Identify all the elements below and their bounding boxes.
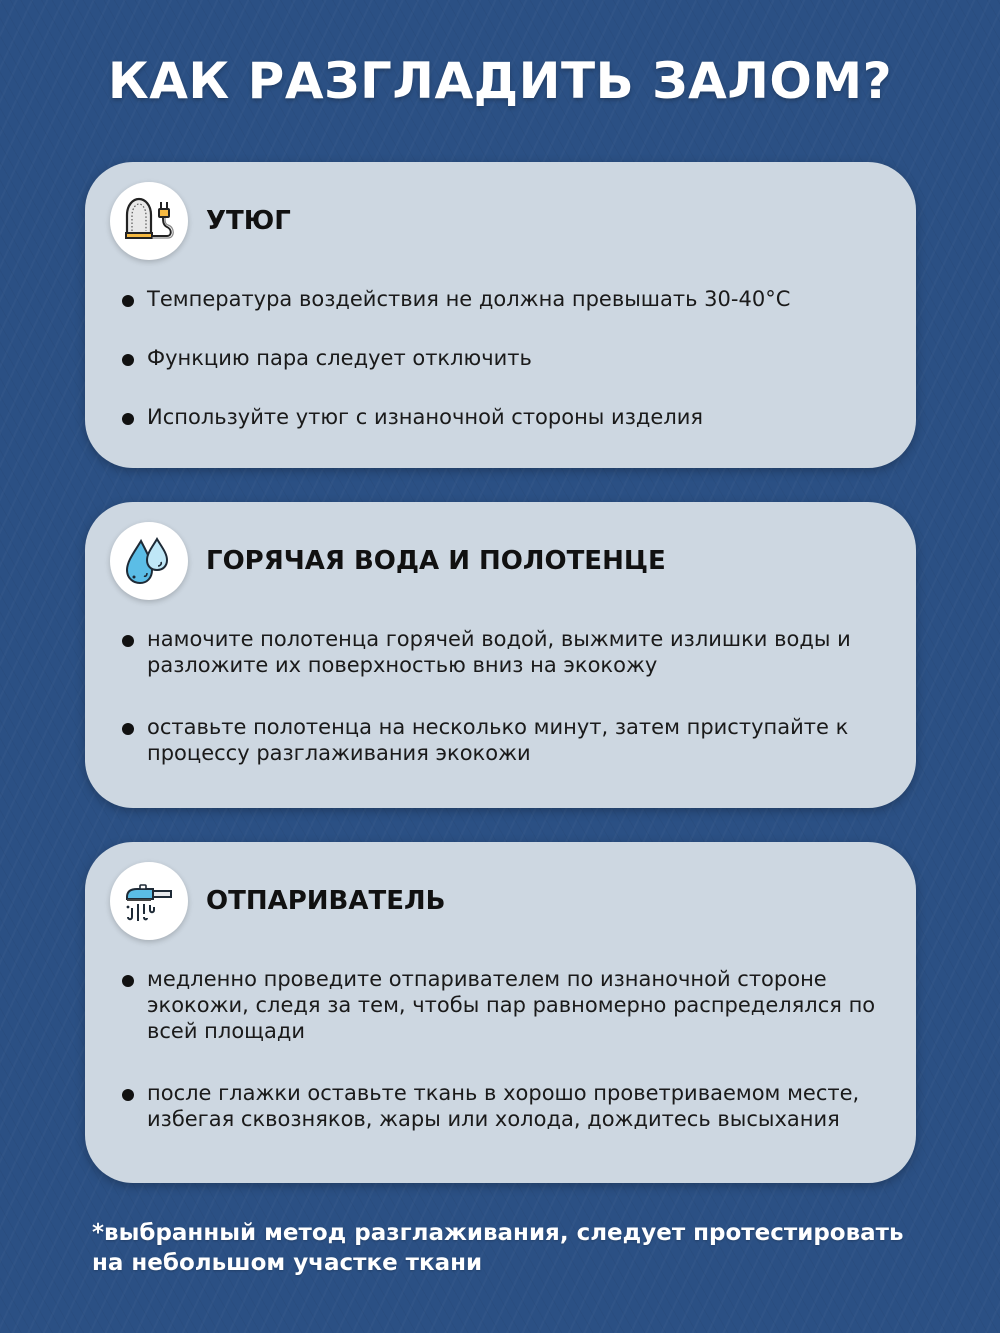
list-item: медленно проведите отпаривателем по изнаночной стороне экокожи, следя за тем, чтобы пар равномерно распределялся по всей площади <box>120 966 891 1044</box>
list-item: намочите полотенца горячей водой, выжмите излишки воды и разложите их поверхностью вниз на экокожу <box>120 626 891 678</box>
bullet-dot-icon <box>122 354 134 366</box>
card-header <box>110 862 445 940</box>
bullet-list <box>120 626 891 802</box>
list-item: после глажки оставьте ткань в хорошо проветриваемом месте, избегая сквозняков, жары или холода, дождитесь высыхания <box>120 1080 891 1132</box>
steamer-icon <box>110 862 188 940</box>
card-title-steamer: ОТПАРИВАТЕЛЬ <box>206 886 446 916</box>
footnote: *выбранный метод разглаживания, следует протестировать на небольшом участке ткани <box>92 1220 904 1276</box>
bullet-dot-icon <box>122 295 134 307</box>
method-card-hot-water <box>85 502 916 808</box>
bullet-list <box>120 286 891 463</box>
page-title: КАК РАЗГЛАДИТЬ ЗАЛОМ? <box>107 52 893 110</box>
method-card-iron <box>85 162 916 468</box>
card-header <box>110 522 666 600</box>
card-header <box>110 182 291 260</box>
bullet-dot-icon <box>122 1089 134 1101</box>
method-card-steamer <box>85 842 916 1183</box>
list-item: Используйте утюг с изнаночной стороны изделия <box>120 404 891 430</box>
water-drops-icon <box>110 522 188 600</box>
bullet-dot-icon <box>122 975 134 987</box>
card-title-hot-water: ГОРЯЧАЯ ВОДА И ПОЛОТЕНЦЕ <box>206 546 666 576</box>
list-item: Функцию пара следует отключить <box>120 345 891 371</box>
list-item: оставьте полотенца на несколько минут, затем приступайте к процессу разглаживания экокожи <box>120 714 891 766</box>
card-title-iron: УТЮГ <box>206 206 291 236</box>
list-item: Температура воздействия не должна превышать 30-40°С <box>120 286 891 312</box>
bullet-dot-icon <box>122 635 134 647</box>
bullet-dot-icon <box>122 723 134 735</box>
bullet-dot-icon <box>122 413 134 425</box>
bullet-list <box>120 966 891 1168</box>
iron-icon <box>110 182 188 260</box>
